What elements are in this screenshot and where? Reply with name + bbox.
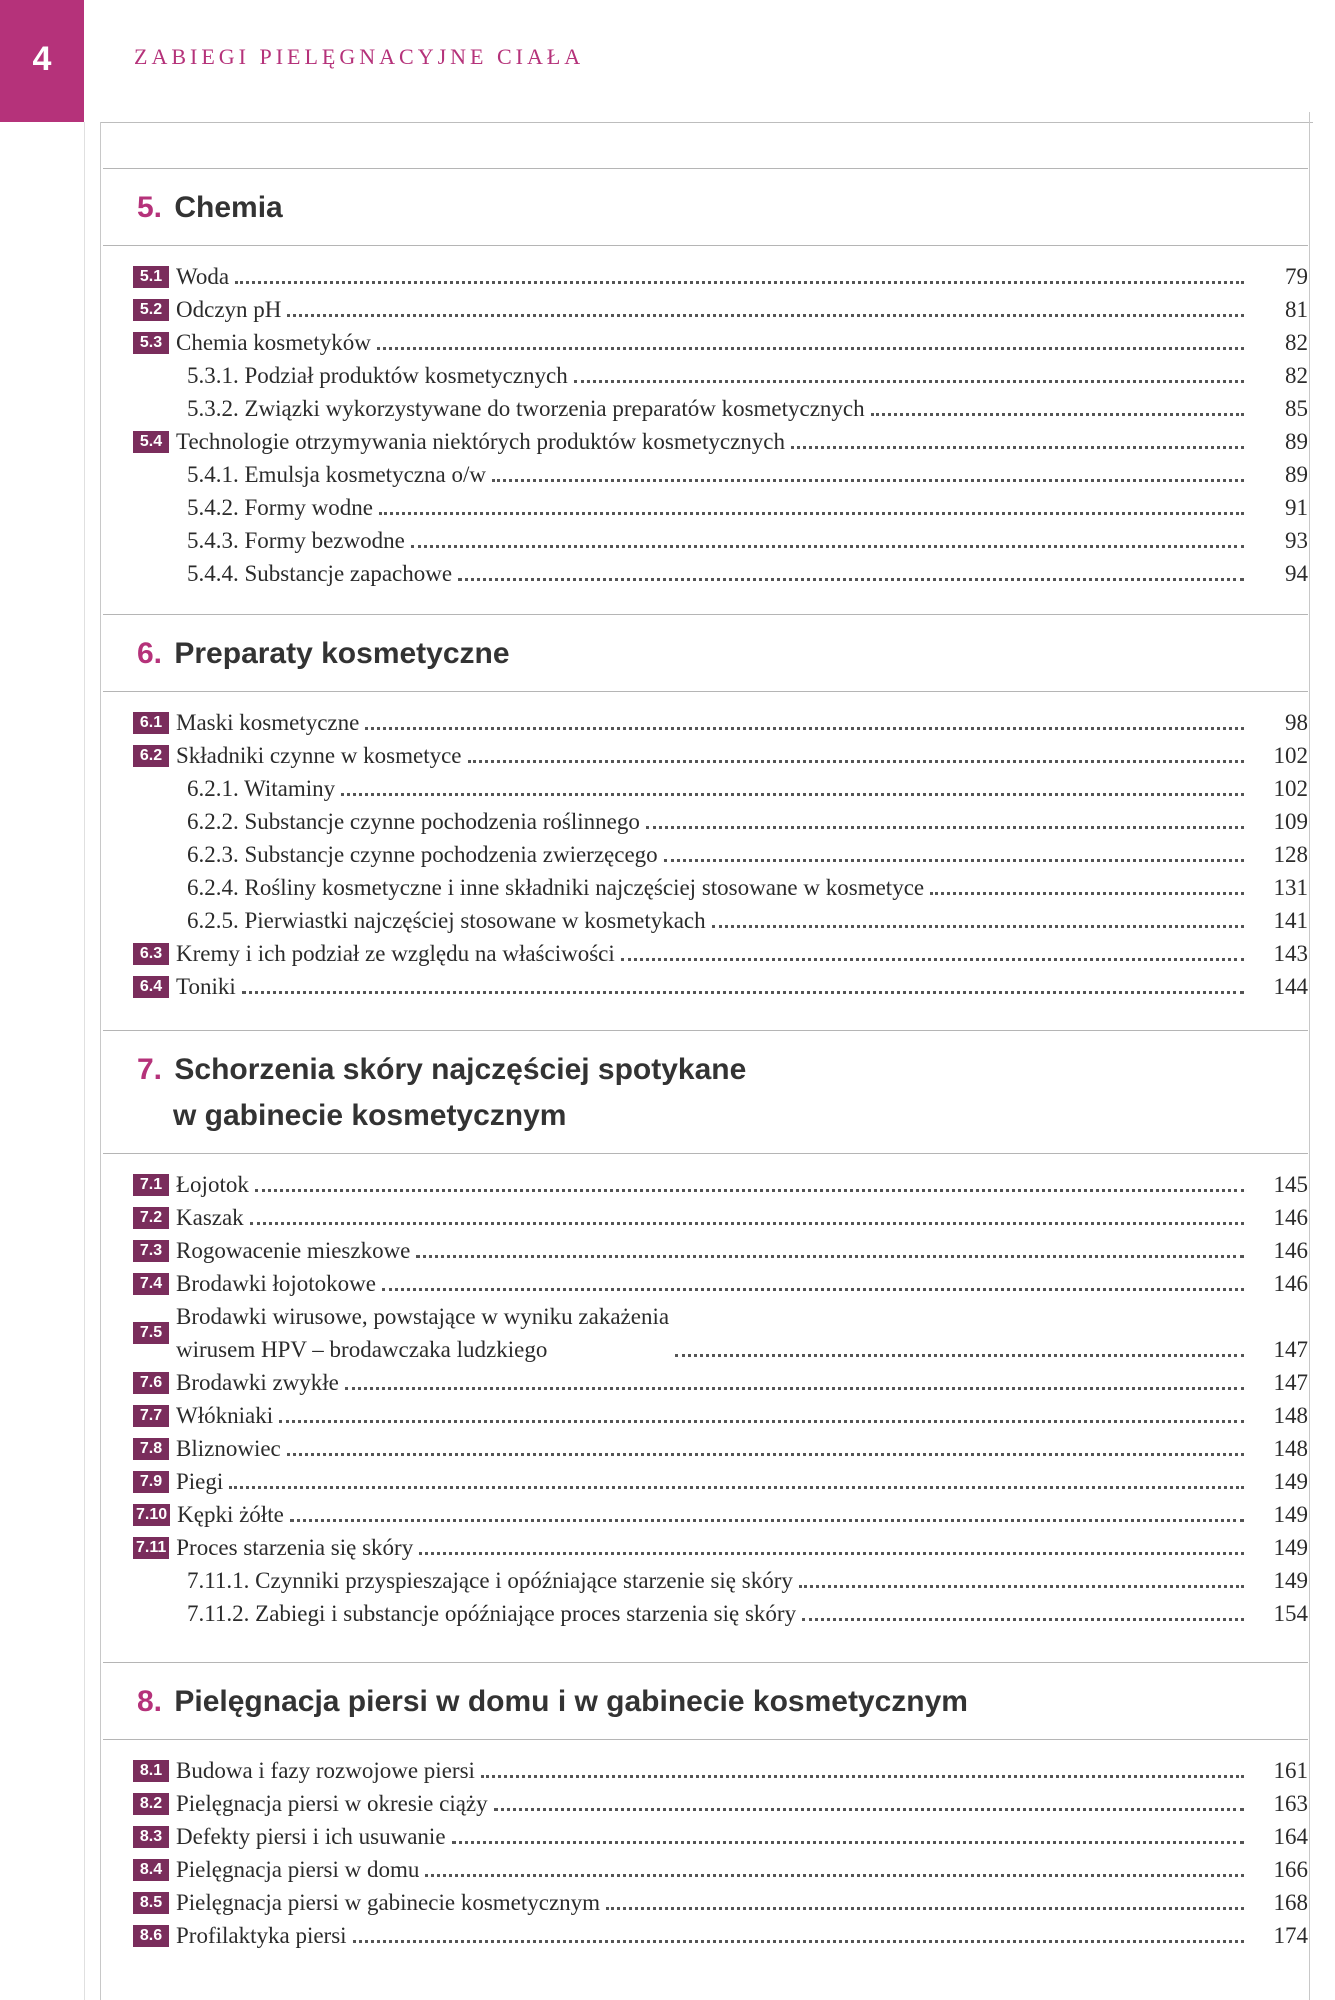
entry-title: Pielęgnacja piersi w gabinecie kosmetycznym bbox=[176, 1890, 601, 1915]
chapter-toc bbox=[103, 1154, 1308, 1630]
page-ref: 148 bbox=[1273, 1403, 1308, 1428]
dot-leader bbox=[468, 759, 1244, 763]
toc-entry bbox=[133, 1886, 1308, 1919]
page-ref: 161 bbox=[1273, 1758, 1308, 1783]
dot-leader bbox=[871, 412, 1244, 416]
page-ref: 163 bbox=[1273, 1791, 1308, 1816]
entry-title: 5.4.1. Emulsja kosmetyczna o/w bbox=[187, 462, 486, 487]
page-ref: 89 bbox=[1285, 429, 1308, 454]
section-badge: 5.4 bbox=[133, 431, 169, 453]
dot-leader bbox=[365, 726, 1244, 730]
toc-entry bbox=[133, 1531, 1308, 1564]
toc-entry bbox=[133, 1853, 1308, 1886]
toc-subentry bbox=[133, 557, 1308, 590]
dot-leader bbox=[250, 1221, 1244, 1225]
toc-entry bbox=[133, 706, 1308, 739]
dot-leader bbox=[481, 1774, 1244, 1778]
toc-subentry bbox=[133, 1597, 1308, 1630]
dot-leader bbox=[287, 1452, 1244, 1456]
entry-title: Składniki czynne w kosmetyce bbox=[176, 743, 462, 768]
toc-subentry bbox=[133, 359, 1308, 392]
toc-subentry bbox=[133, 524, 1308, 557]
dot-leader bbox=[675, 1353, 1244, 1357]
page-ref: 146 bbox=[1273, 1205, 1308, 1230]
toc-entry bbox=[133, 1168, 1308, 1201]
toc-entry bbox=[133, 1267, 1308, 1300]
section-badge: 6.2 bbox=[133, 745, 169, 767]
entry-title-line2: wirusem HPV – brodawczaka ludzkiego bbox=[176, 1337, 548, 1362]
entry-title: 5.4.2. Formy wodne bbox=[187, 495, 373, 520]
dot-leader bbox=[379, 511, 1244, 515]
page-ref: 147 bbox=[1273, 1337, 1308, 1362]
toc-entry bbox=[133, 1919, 1308, 1952]
running-title: ZABIEGI PIELĘGNACYJNE CIAŁA bbox=[134, 44, 585, 69]
entry-title: Kremy i ich podział ze względu na właściwości bbox=[176, 941, 615, 966]
dot-leader bbox=[235, 280, 1244, 284]
section-badge: 8.5 bbox=[133, 1892, 169, 1914]
dot-leader bbox=[382, 1287, 1244, 1291]
page-number: 4 bbox=[32, 40, 52, 78]
section-badge: 7.8 bbox=[133, 1438, 169, 1460]
page-ref: 102 bbox=[1273, 743, 1308, 768]
page-ref: 154 bbox=[1273, 1601, 1308, 1626]
page-ref: 109 bbox=[1273, 809, 1308, 834]
entry-title: Technologie otrzymywania niektórych produktów kosmetycznych bbox=[176, 429, 785, 454]
entry-title: Maski kosmetyczne bbox=[176, 710, 360, 735]
section-badge: 7.5 bbox=[133, 1322, 169, 1344]
entry-title: 5.4.3. Formy bezwodne bbox=[187, 528, 405, 553]
section-badge: 8.3 bbox=[133, 1826, 169, 1848]
section-badge: 8.1 bbox=[133, 1760, 169, 1782]
dot-leader bbox=[712, 924, 1244, 928]
entry-title: Kaszak bbox=[176, 1205, 244, 1230]
entry-title: Pielęgnacja piersi w domu bbox=[176, 1857, 420, 1882]
section-badge: 5.1 bbox=[133, 266, 169, 288]
section-badge: 7.7 bbox=[133, 1405, 169, 1427]
chapter-number: 5. bbox=[137, 191, 163, 224]
chapter-8 bbox=[103, 1662, 1308, 1952]
section-badge: 7.1 bbox=[133, 1174, 169, 1196]
chapter-toc bbox=[103, 692, 1308, 1003]
dot-leader bbox=[255, 1188, 1244, 1192]
dot-leader bbox=[494, 1807, 1244, 1811]
page-ref: 144 bbox=[1273, 974, 1308, 999]
page-ref: 168 bbox=[1273, 1890, 1308, 1915]
toc-subentry bbox=[133, 1564, 1308, 1597]
toc-entry bbox=[133, 326, 1308, 359]
dot-leader bbox=[345, 1386, 1244, 1390]
page-ref: 98 bbox=[1285, 710, 1308, 735]
entry-title: 5.3.2. Związki wykorzystywane do tworzenia preparatów kosmetycznych bbox=[187, 396, 865, 421]
dot-leader bbox=[452, 1840, 1244, 1844]
section-badge: 7.6 bbox=[133, 1372, 169, 1394]
page-ref: 82 bbox=[1285, 363, 1308, 388]
page-ref: 166 bbox=[1273, 1857, 1308, 1882]
dot-leader bbox=[621, 957, 1244, 961]
page-ref: 81 bbox=[1285, 297, 1308, 322]
dot-leader bbox=[664, 858, 1244, 862]
chapter-heading bbox=[103, 1663, 1308, 1740]
chapter-heading bbox=[103, 615, 1308, 692]
toc-entry bbox=[133, 1366, 1308, 1399]
section-badge: 7.2 bbox=[133, 1207, 169, 1229]
section-badge: 6.4 bbox=[133, 976, 169, 998]
dot-leader bbox=[229, 1485, 1244, 1489]
toc-subentry bbox=[133, 805, 1308, 838]
header-rule bbox=[100, 122, 1313, 123]
chapter-7 bbox=[103, 1030, 1308, 1630]
toc-entry bbox=[133, 1201, 1308, 1234]
entry-title: 5.4.4. Substancje zapachowe bbox=[187, 561, 453, 586]
section-badge: 7.10 bbox=[133, 1504, 170, 1526]
toc-subentry bbox=[133, 904, 1308, 937]
page-ref: 91 bbox=[1285, 495, 1308, 520]
dot-leader bbox=[279, 1419, 1244, 1423]
toc-entry bbox=[133, 970, 1308, 1003]
dot-leader bbox=[930, 891, 1244, 895]
dot-leader bbox=[411, 544, 1244, 548]
page-ref: 146 bbox=[1273, 1271, 1308, 1296]
entry-title: 6.2.2. Substancje czynne pochodzenia roślinnego bbox=[187, 809, 640, 834]
toc-entry bbox=[133, 1234, 1308, 1267]
dot-leader bbox=[492, 478, 1244, 482]
dot-leader bbox=[341, 792, 1244, 796]
toc-subentry bbox=[133, 458, 1308, 491]
chapter-5 bbox=[103, 168, 1308, 590]
toc-entry bbox=[133, 1787, 1308, 1820]
chapter-number: 8. bbox=[137, 1685, 163, 1718]
entry-title: Włókniaki bbox=[176, 1403, 274, 1428]
entry-title: Piegi bbox=[176, 1469, 224, 1494]
entry-title: Woda bbox=[176, 264, 230, 289]
entry-title: Proces starzenia się skóry bbox=[176, 1535, 414, 1560]
entry-title: Pielęgnacja piersi w okresie ciąży bbox=[176, 1791, 488, 1816]
toc-entry bbox=[133, 260, 1308, 293]
page-number-tab bbox=[0, 0, 84, 122]
entry-title-line1: Brodawki wirusowe, powstające w wyniku zakażenia bbox=[176, 1304, 670, 1329]
page-ref: 93 bbox=[1285, 528, 1308, 553]
dot-leader bbox=[802, 1617, 1244, 1621]
toc-subentry bbox=[133, 772, 1308, 805]
chapter-title-line2: w gabinecie kosmetycznym bbox=[173, 1099, 567, 1132]
entry-title: 7.11.2. Zabiegi i substancje opóźniające proces starzenia się skóry bbox=[187, 1601, 797, 1626]
entry-title: 5.3.1. Podział produktów kosmetycznych bbox=[187, 363, 568, 388]
toc-subentry bbox=[133, 838, 1308, 871]
entry-title: Kępki żółte bbox=[177, 1502, 284, 1527]
entry-title: 6.2.4. Rośliny kosmetyczne i inne składniki najczęściej stosowane w kosmetyce bbox=[187, 875, 925, 900]
page-ref: 89 bbox=[1285, 462, 1308, 487]
chapter-title: Chemia bbox=[174, 191, 283, 224]
page-ref: 131 bbox=[1273, 875, 1308, 900]
dot-leader bbox=[290, 1518, 1244, 1522]
toc-entry bbox=[133, 293, 1308, 326]
page-ref: 149 bbox=[1273, 1535, 1308, 1560]
dot-leader bbox=[353, 1939, 1244, 1943]
toc-subentry bbox=[133, 871, 1308, 904]
margin-line bbox=[1309, 112, 1310, 2000]
toc-entry bbox=[133, 1754, 1308, 1787]
section-badge: 8.2 bbox=[133, 1793, 169, 1815]
entry-title: Toniki bbox=[176, 974, 236, 999]
section-badge: 5.3 bbox=[133, 332, 169, 354]
page-ref: 146 bbox=[1273, 1238, 1308, 1263]
entry-title: Chemia kosmetyków bbox=[176, 330, 371, 355]
toc-entry bbox=[133, 1300, 1308, 1366]
entry-title bbox=[176, 1300, 669, 1366]
page-ref: 149 bbox=[1273, 1568, 1308, 1593]
page-ref: 147 bbox=[1273, 1370, 1308, 1395]
toc-entry bbox=[133, 1432, 1308, 1465]
dot-leader bbox=[416, 1254, 1244, 1258]
entry-title: Defekty piersi i ich usuwanie bbox=[176, 1824, 446, 1849]
entry-title: Budowa i fazy rozwojowe piersi bbox=[176, 1758, 475, 1783]
toc-entry bbox=[133, 425, 1308, 458]
chapter-title: Preparaty kosmetyczne bbox=[174, 637, 510, 670]
entry-title: Łojotok bbox=[176, 1172, 249, 1197]
page-ref: 148 bbox=[1273, 1436, 1308, 1461]
entry-title: Bliznowiec bbox=[176, 1436, 281, 1461]
toc-subentry bbox=[133, 491, 1308, 524]
margin-line bbox=[84, 122, 85, 2000]
dot-leader bbox=[799, 1584, 1244, 1588]
page-ref: 145 bbox=[1273, 1172, 1308, 1197]
entry-title: 6.2.3. Substancje czynne pochodzenia zwierzęcego bbox=[187, 842, 658, 867]
chapter-heading bbox=[103, 1031, 1308, 1154]
dot-leader bbox=[377, 346, 1244, 350]
entry-title: Brodawki łojotokowe bbox=[176, 1271, 376, 1296]
toc-entry bbox=[133, 739, 1308, 772]
entry-title: 6.2.1. Witaminy bbox=[187, 776, 336, 801]
page-ref: 79 bbox=[1285, 264, 1308, 289]
chapter-toc bbox=[103, 246, 1308, 590]
section-badge: 7.9 bbox=[133, 1471, 169, 1493]
toc-entry bbox=[133, 937, 1308, 970]
toc-subentry bbox=[133, 392, 1308, 425]
toc-entry bbox=[133, 1820, 1308, 1853]
page-ref: 85 bbox=[1285, 396, 1308, 421]
page-ref: 128 bbox=[1273, 842, 1308, 867]
dot-leader bbox=[574, 379, 1244, 383]
section-badge: 8.6 bbox=[133, 1925, 169, 1947]
dot-leader bbox=[791, 445, 1244, 449]
section-badge: 7.3 bbox=[133, 1240, 169, 1262]
section-badge: 6.3 bbox=[133, 943, 169, 965]
page-ref: 82 bbox=[1285, 330, 1308, 355]
dot-leader bbox=[419, 1551, 1244, 1555]
section-badge: 6.1 bbox=[133, 712, 169, 734]
section-badge: 8.4 bbox=[133, 1859, 169, 1881]
margin-line bbox=[100, 122, 101, 2000]
chapter-number: 6. bbox=[137, 637, 163, 670]
dot-leader bbox=[646, 825, 1244, 829]
chapter-number: 7. bbox=[137, 1053, 163, 1086]
entry-title: Rogowacenie mieszkowe bbox=[176, 1238, 411, 1263]
toc-entry bbox=[133, 1399, 1308, 1432]
page-ref: 164 bbox=[1273, 1824, 1308, 1849]
section-badge: 7.4 bbox=[133, 1273, 169, 1295]
chapter-toc bbox=[103, 1740, 1308, 1952]
entry-title: 6.2.5. Pierwiastki najczęściej stosowane w kosmetykach bbox=[187, 908, 706, 933]
page-ref: 174 bbox=[1273, 1923, 1308, 1948]
dot-leader bbox=[458, 577, 1244, 581]
page-ref: 102 bbox=[1273, 776, 1308, 801]
page-ref: 149 bbox=[1273, 1502, 1308, 1527]
page-ref: 94 bbox=[1285, 561, 1308, 586]
chapter-heading bbox=[103, 169, 1308, 246]
dot-leader bbox=[287, 313, 1244, 317]
entry-title: Odczyn pH bbox=[176, 297, 282, 322]
toc-entry bbox=[133, 1498, 1308, 1531]
entry-title: 7.11.1. Czynniki przyspieszające i opóźniające starzenie się skóry bbox=[187, 1568, 793, 1593]
dot-leader bbox=[606, 1906, 1244, 1910]
entry-title: Brodawki zwykłe bbox=[176, 1370, 339, 1395]
dot-leader bbox=[242, 990, 1244, 994]
chapter-title-line1: Schorzenia skóry najczęściej spotykane bbox=[174, 1053, 747, 1086]
section-badge: 5.2 bbox=[133, 299, 169, 321]
page-ref: 143 bbox=[1273, 941, 1308, 966]
chapter-title: Pielęgnacja piersi w domu i w gabinecie kosmetycznym bbox=[174, 1685, 968, 1718]
page-ref: 149 bbox=[1273, 1469, 1308, 1494]
section-badge: 7.11 bbox=[133, 1537, 169, 1559]
toc-entry bbox=[133, 1465, 1308, 1498]
chapter-6 bbox=[103, 614, 1308, 1003]
page-ref: 141 bbox=[1273, 908, 1308, 933]
dot-leader bbox=[425, 1873, 1244, 1877]
entry-title: Profilaktyka piersi bbox=[176, 1923, 347, 1948]
